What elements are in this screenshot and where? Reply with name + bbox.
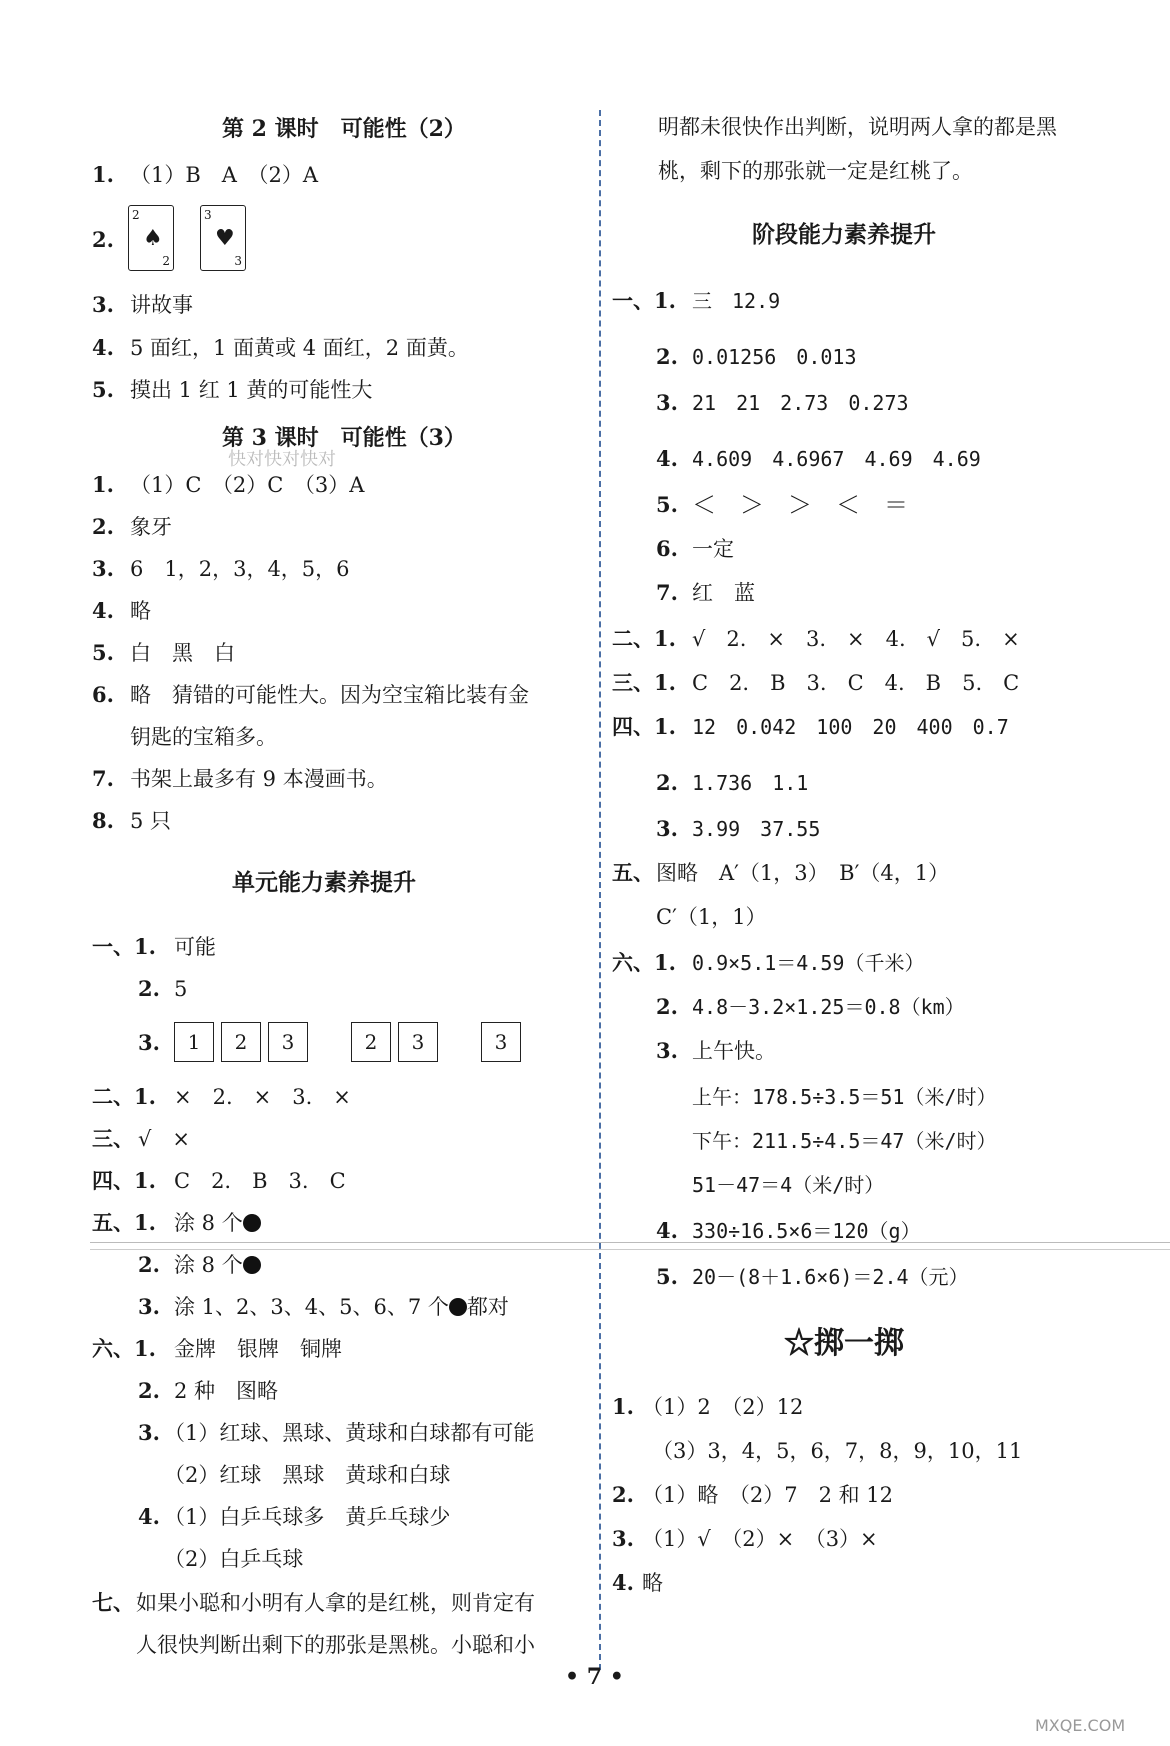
q-num: 三、 bbox=[92, 1126, 134, 1151]
q-num: 六、1. bbox=[612, 950, 676, 975]
answer: √ 2. × 3. × 4. √ 5. × bbox=[692, 627, 1020, 651]
q-num: 3. bbox=[656, 1038, 678, 1063]
answer: 图略 A′（1，3） B′（4，1） bbox=[656, 861, 950, 885]
number-box: 3 bbox=[268, 1022, 308, 1062]
answer: 6 1，2，3，4，5，6 bbox=[130, 557, 350, 581]
q-num: 3. bbox=[656, 816, 678, 841]
number-box: 2 bbox=[221, 1022, 261, 1062]
q-num: 2. bbox=[138, 1252, 160, 1277]
answer: 0.01256 0.013 bbox=[692, 345, 857, 369]
page-number: • 7 • bbox=[565, 1664, 624, 1690]
answer-cont: 下午：211.5÷4.5＝47（米/时） bbox=[692, 1129, 997, 1153]
q-num: 5. bbox=[656, 1264, 678, 1289]
answer: （1）C （2）C （3）A bbox=[130, 473, 365, 497]
answer: 一定 bbox=[692, 537, 734, 561]
q-num: 2. bbox=[612, 1482, 634, 1507]
answer: 4.609 4.6967 4.69 4.69 bbox=[692, 447, 981, 471]
q-num: 5. bbox=[92, 640, 114, 665]
answer: （1）√ （2）× （3）× bbox=[642, 1527, 878, 1551]
answer: 略 bbox=[130, 599, 151, 623]
q-num: 1. bbox=[612, 1394, 634, 1419]
playing-card-heart: 3 ♥ 3 bbox=[200, 205, 246, 271]
q-num: 1. bbox=[92, 472, 114, 497]
answer: C 2. B 3. C 4. B 5. C bbox=[692, 671, 1020, 695]
q-num: 5. bbox=[656, 492, 678, 517]
q-num: 2. bbox=[138, 976, 160, 1001]
q-num: 三、1. bbox=[612, 670, 676, 695]
answer-cont: （3）3，4，5，6，7，8，9，10，11 bbox=[652, 1439, 1023, 1463]
number-boxes bbox=[174, 1022, 564, 1062]
q-num: 4. bbox=[656, 1218, 678, 1243]
q-num: 四、1. bbox=[92, 1168, 156, 1193]
q-num: 8. bbox=[92, 808, 114, 833]
fold-line bbox=[90, 1242, 1170, 1243]
q-num: 4. bbox=[656, 446, 678, 471]
q-num: 3. bbox=[612, 1526, 634, 1551]
answer-cont: 桃，剩下的那张就一定是红桃了。 bbox=[658, 159, 973, 183]
answer: 5 只 bbox=[130, 809, 172, 833]
number-box: 1 bbox=[174, 1022, 214, 1062]
answer: （1）B A （2）A bbox=[130, 163, 318, 187]
q-num: 4. bbox=[138, 1504, 160, 1529]
answer: 涂 1、2、3、4、5、6、7 个 bbox=[174, 1295, 449, 1319]
filled-circle-icon bbox=[243, 1214, 261, 1232]
answer: 略 猜错的可能性大。因为空宝箱比装有金 bbox=[130, 683, 529, 707]
answer-cont: 人很快判断出剩下的那张是黑桃。小聪和小 bbox=[136, 1633, 535, 1657]
answer: 2 种 图略 bbox=[174, 1379, 279, 1403]
answer: 略 bbox=[642, 1571, 663, 1595]
answer: × 2. × 3. × bbox=[174, 1085, 351, 1109]
answer: 涂 8 个 bbox=[174, 1211, 243, 1235]
answer: 12 0.042 100 20 400 0.7 bbox=[692, 715, 1009, 739]
q-num: 5. bbox=[92, 377, 114, 402]
q-num: 五、 bbox=[612, 860, 654, 885]
playing-card-spade: 2 ♠ 2 bbox=[128, 205, 174, 271]
q-num: 七、 bbox=[92, 1590, 134, 1615]
answer: 0.9×5.1＝4.59（千米） bbox=[692, 951, 925, 975]
q-num: 2. bbox=[138, 1378, 160, 1403]
answer: （1）红球、黑球、黄球和白球都有可能 bbox=[164, 1421, 535, 1445]
answer: 红 蓝 bbox=[692, 581, 755, 605]
q-num: 1. bbox=[92, 162, 114, 187]
filled-circle-icon bbox=[449, 1298, 467, 1316]
q-num: 一、1. bbox=[92, 934, 156, 959]
answer: 书架上最多有 9 本漫画书。 bbox=[130, 767, 388, 791]
q-num: 4. bbox=[612, 1570, 634, 1595]
q-num: 2. bbox=[656, 770, 678, 795]
answer: 3.99 37.55 bbox=[692, 817, 821, 841]
answer: 三 12.9 bbox=[692, 289, 781, 313]
answer: 5 面红，1 面黄或 4 面红，2 面黄。 bbox=[130, 336, 469, 360]
answer: 5 bbox=[174, 977, 188, 1001]
answer-cont: 51－47＝4（米/时） bbox=[692, 1173, 885, 1197]
q-num: 2. bbox=[656, 344, 678, 369]
answer: 可能 bbox=[174, 935, 216, 959]
answer: 白 黑 白 bbox=[130, 641, 235, 665]
answer: 1.736 1.1 bbox=[692, 771, 809, 795]
q-num: 二、1. bbox=[612, 626, 676, 651]
answer: 涂 8 个 bbox=[174, 1253, 243, 1277]
answer: 金牌 银牌 铜牌 bbox=[174, 1337, 342, 1361]
answer-cont: 明都未很快作出判断，说明两人拿的都是黑 bbox=[658, 115, 1057, 139]
dice-title: ☆掷一掷 bbox=[784, 1326, 904, 1361]
answer-cont: 钥匙的宝箱多。 bbox=[130, 725, 277, 749]
answer-cont: （2）红球 黑球 黄球和白球 bbox=[164, 1463, 451, 1487]
q-num: 四、1. bbox=[612, 714, 676, 739]
stage-title: 阶段能力素养提升 bbox=[752, 221, 936, 248]
answer-cont: （2）白乒乓球 bbox=[164, 1547, 304, 1571]
q-num: 7. bbox=[656, 580, 678, 605]
q-num: 3. bbox=[656, 390, 678, 415]
watermark: 快对快对快对 bbox=[228, 449, 336, 470]
q-num: 2. bbox=[92, 514, 114, 539]
q-num: 6. bbox=[656, 536, 678, 561]
q-num: 4. bbox=[92, 335, 114, 360]
answer: √ × bbox=[138, 1127, 190, 1151]
answer: （1）白乒乓球多 黄乒乓球少 bbox=[164, 1505, 451, 1529]
q-num: 一、1. bbox=[612, 288, 676, 313]
q-num: 3. bbox=[138, 1030, 160, 1055]
number-box: 2 bbox=[351, 1022, 391, 1062]
lesson2-title: 第 2 课时 可能性（2） bbox=[222, 116, 466, 142]
answer: 象牙 bbox=[130, 515, 172, 539]
q-num: 4. bbox=[92, 598, 114, 623]
column-divider bbox=[599, 110, 601, 1670]
answer: ＜ ＞ ＞ ＜ ＝ bbox=[692, 491, 908, 519]
q-num: 五、1. bbox=[92, 1210, 156, 1235]
answer: 摸出 1 红 1 黄的可能性大 bbox=[130, 378, 373, 402]
answer-cont: 上午：178.5÷3.5＝51（米/时） bbox=[692, 1085, 997, 1109]
q-num: 3. bbox=[92, 556, 114, 581]
answer: 如果小聪和小明有人拿的是红桃，则肯定有 bbox=[136, 1591, 535, 1615]
q-num: 3. bbox=[138, 1294, 160, 1319]
answer: （1）2 （2）12 bbox=[642, 1395, 804, 1419]
answer: 21 21 2.73 0.273 bbox=[692, 391, 909, 415]
answer: （1）略 （2）7 2 和 12 bbox=[642, 1483, 894, 1507]
answer: 330÷16.5×6＝120（g） bbox=[692, 1219, 921, 1243]
lesson3-title: 第 3 课时 可能性（3） bbox=[222, 425, 466, 451]
number-box: 3 bbox=[481, 1022, 521, 1062]
q-num: 2. bbox=[656, 994, 678, 1019]
answer-cont: C′（1，1） bbox=[656, 905, 767, 929]
answer: 讲故事 bbox=[130, 293, 193, 317]
q-num: 3. bbox=[92, 292, 114, 317]
site-watermark: MXQE.COM bbox=[1035, 1716, 1126, 1735]
answer: 20－(8＋1.6×6)＝2.4（元） bbox=[692, 1265, 969, 1289]
q-num: 2. bbox=[92, 227, 114, 252]
unit-title: 单元能力素养提升 bbox=[232, 869, 416, 896]
q-num: 六、1. bbox=[92, 1336, 156, 1361]
q-num: 6. bbox=[92, 682, 114, 707]
answer: 上午快。 bbox=[692, 1039, 776, 1063]
number-box: 3 bbox=[398, 1022, 438, 1062]
answer: 4.8－3.2×1.25＝0.8（km） bbox=[692, 995, 965, 1019]
q-num: 7. bbox=[92, 766, 114, 791]
q-num: 3. bbox=[138, 1420, 160, 1445]
filled-circle-icon bbox=[243, 1256, 261, 1274]
answer-tail: 都对 bbox=[466, 1295, 509, 1319]
q-num: 二、1. bbox=[92, 1084, 156, 1109]
answer: C 2. B 3. C bbox=[174, 1169, 346, 1193]
